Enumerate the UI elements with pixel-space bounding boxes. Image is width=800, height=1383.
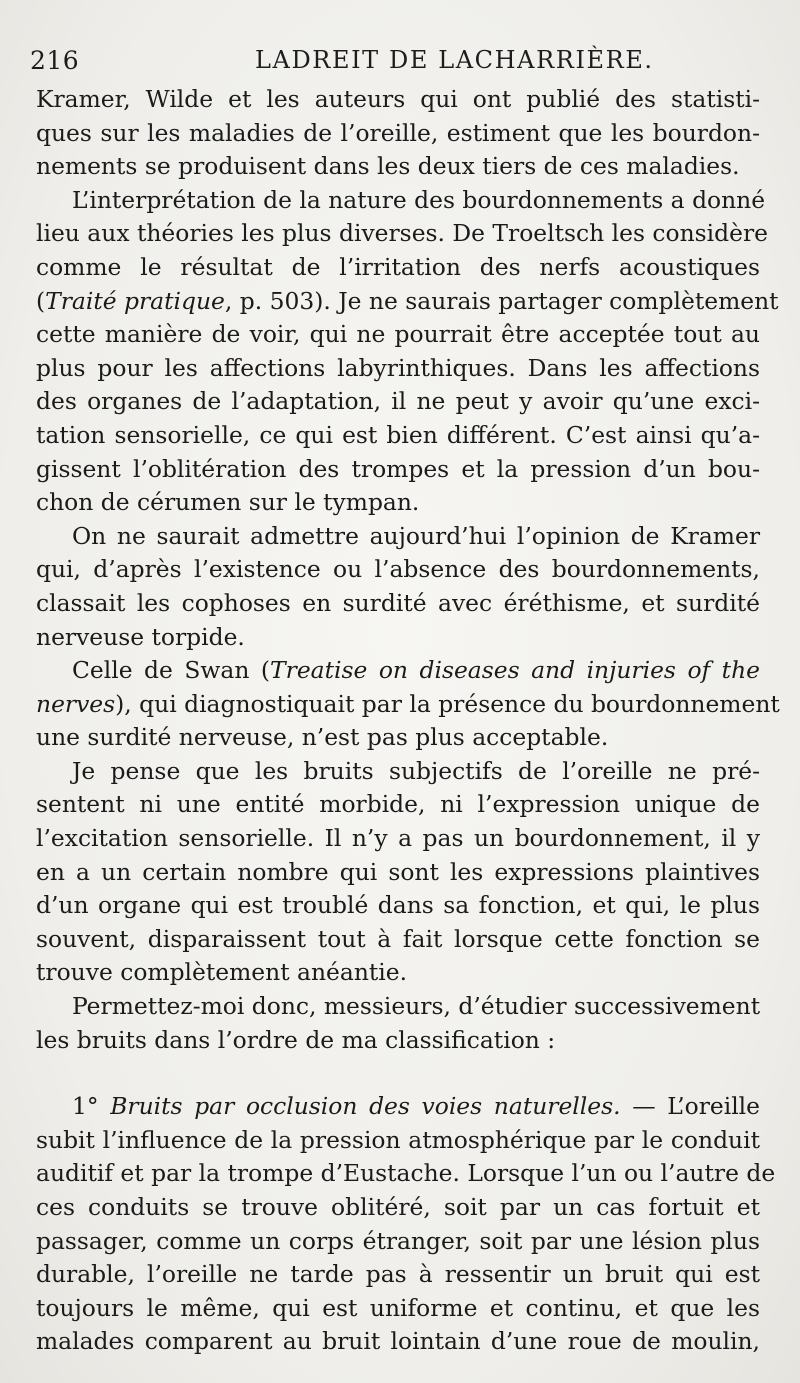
- body-text: [36, 83, 780, 1359]
- text-line: 1° Bruits par occlusion des voies naturelles. — L’oreille: [72, 1092, 761, 1121]
- text-line: d’un organe qui est troublé dans sa fonction, et qui, le plus: [36, 891, 760, 920]
- text-line: l’excitation sensorielle. Il n’y a pas un bourdonnement, il y: [36, 824, 760, 853]
- text-line: une surdité nerveuse, n’est pas plus acceptable.: [36, 723, 609, 752]
- text-line: malades comparent au bruit lointain d’une roue de moulin,: [36, 1327, 760, 1356]
- text-line: qui, d’après l’existence ou l’absence des bourdonnements,: [36, 555, 760, 584]
- paragraph-5: [36, 755, 760, 990]
- text-line: durable, l’oreille ne tarde pas à ressentir un bruit qui est: [36, 1260, 760, 1289]
- text-line: en a un certain nombre qui sont les expressions plaintives: [36, 857, 760, 886]
- page-number: 216: [30, 46, 80, 75]
- text-line: ces conduits se trouve oblitéré, soit par un cas fortuit et: [36, 1193, 760, 1221]
- text-line: nements se produisent dans les deux tiers de ces maladies.: [36, 152, 740, 181]
- text-line: subit l’influence de la pression atmosphérique par le conduit: [36, 1125, 760, 1154]
- text-line: nerves), qui diagnostiquait par la présence du bourdonnement: [36, 689, 780, 718]
- text-line: trouve complètement anéantie.: [36, 958, 408, 987]
- paragraph-1: [36, 83, 760, 184]
- running-head: LADREIT DE LACHARRIÈRE.: [255, 46, 654, 74]
- text-line: plus pour les affections labyrinthiques. Dans les affections: [36, 353, 760, 382]
- text-line: cette manière de voir, qui ne pourrait être acceptée tout au: [36, 320, 760, 349]
- text-line: On ne saurait admettre aujourd’hui l’opinion de Kramer: [72, 521, 760, 550]
- text-line: des organes de l’adaptation, il ne peut y avoir qu’une exci-: [36, 387, 760, 416]
- paragraph-3: [36, 520, 760, 654]
- text-line: les bruits dans l’ordre de ma classification :: [36, 1025, 556, 1054]
- text-line: Permettez-moi donc, messieurs, d’étudier successivement: [72, 992, 761, 1021]
- text-line: L’interprétation de la nature des bourdonnements a donné: [72, 185, 766, 214]
- paragraph-6: [36, 990, 760, 1057]
- text-line: comme le résultat de l’irritation des nerfs acoustiques: [36, 252, 760, 281]
- text-line: gissent l’oblitération des trompes et la pression d’un bou-: [36, 454, 760, 483]
- text-line: toujours le même, qui est uniforme et continu, et que les: [36, 1293, 760, 1322]
- text-line: Celle de Swan (Treatise on diseases and injuries of the: [72, 656, 760, 685]
- text-line: passager, comme un corps étranger, soit par une lésion plus: [36, 1226, 760, 1255]
- text-line: chon de cérumen sur le tympan.: [36, 488, 420, 517]
- text-line: Je pense que les bruits subjectifs de l’oreille ne pré-: [72, 756, 760, 785]
- paragraph-4: [36, 654, 780, 755]
- paragraph-7: [36, 1090, 776, 1359]
- text-line: classait les cophoses en surdité avec éréthisme, et surdité: [36, 588, 760, 617]
- paragraph-2: [36, 184, 779, 520]
- text-line: (Traité pratique, p. 503). Je ne saurais partager complètement: [36, 286, 779, 315]
- text-line: nerveuse torpide.: [36, 622, 245, 651]
- page-header: [30, 42, 770, 82]
- text-line: Kramer, Wilde et les auteurs qui ont publié des statisti-: [36, 85, 760, 113]
- text-line: sentent ni une entité morbide, ni l’expression unique de: [36, 790, 760, 819]
- text-line: lieu aux théories les plus diverses. De Troeltsch les considère: [36, 219, 768, 248]
- text-line: ques sur les maladies de l’oreille, estiment que les bourdon-: [36, 118, 760, 147]
- text-line: souvent, disparaissent tout à fait lorsque cette fonction se: [36, 924, 760, 953]
- section-gap: [36, 1057, 760, 1090]
- text-line: auditif et par la trompe d’Eustache. Lorsque l’un ou l’autre de: [36, 1159, 776, 1188]
- text-line: tation sensorielle, ce qui est bien différent. C’est ainsi qu’a-: [36, 420, 760, 449]
